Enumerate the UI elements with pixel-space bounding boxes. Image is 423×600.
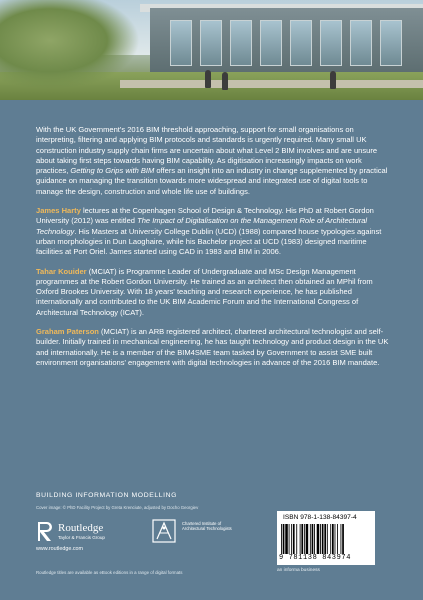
series-title: BUILDING INFORMATION MODELLING	[36, 492, 177, 499]
institute-logo	[150, 517, 270, 547]
barcode-digits: 9 781138 843974	[279, 554, 352, 562]
cover-path	[120, 80, 423, 88]
cover-credit: Cover image: © PhD Facility Project by Greta Krenciute, adjusted by Docho Georgiev	[36, 505, 199, 510]
barcode	[277, 511, 375, 565]
cover-window	[350, 20, 372, 66]
institute-name	[182, 521, 262, 532]
author-name: Tahar Kouider	[36, 266, 87, 276]
author-bio-text: lectures at the Copenhagen School of Design & Technology. His PhD at Robert Gordon University (2012) was entitled	[36, 206, 374, 226]
cover-tree	[0, 0, 140, 90]
author-name: Graham Paterson	[36, 327, 99, 337]
institute-crest-icon	[150, 517, 178, 545]
publisher-group: Taylor & Francis Group	[58, 535, 105, 540]
cover-window	[290, 20, 312, 66]
description-intro: With the UK Government's 2016 BIM threshold approaching, support for small organisations on interpreting, filtering and applying BIM protocols and standards is urgently required. Many small UK construction industry supply chain firms are uncertain about what Level 2 BIM involves and are unsure about taking first steps towards having BIM capability. As digitisation increasingly impacts on work practices,	[36, 125, 378, 176]
author-bio	[36, 267, 391, 318]
institute-name-line: Chartered Institute of	[182, 521, 222, 526]
cover-window	[170, 20, 192, 66]
author-bio	[36, 327, 391, 368]
routledge-logo-icon	[36, 520, 54, 542]
cover-photo	[0, 0, 423, 100]
author-bio	[36, 206, 391, 257]
description-end: offers an insight into an industry in change supplemented by practical guidance on managing the transition towards more widespread and integrated use of digital tools to manage the design, construction and whole life use of buildings.	[36, 166, 388, 196]
informa-tagline: an informa business	[277, 568, 320, 573]
author-name: James Harty	[36, 206, 81, 216]
cover-person	[205, 70, 211, 88]
cover-window	[200, 20, 222, 66]
barcode-bars	[281, 524, 371, 554]
back-cover-text	[36, 125, 391, 377]
author-bio-text: (MCIAT) is Programme Leader of Undergraduate and MSc Design Management programmes at the Robert Gordon University. He trained as an architect then obtained an MPhil from Oxford Brookes University. With 18 years' teaching and research experience, he has published internationally and contributed to the UK BIM Academic Forum and the International Congress of Architectural Technology (ICAT).	[36, 266, 373, 317]
cover-window	[260, 20, 282, 66]
institute-name-line: Architectural Technologists	[182, 526, 232, 532]
author-bio-text: (MCIAT) is an ARB registered architect, chartered architectural technologist and self-builder. Initially trained in mechanical engineering, he has taught technology and product design in the UK and internationally. He is a member of the BIM4SME team tasked by Government to assist SME built environment organisations' engagement with digital technologies in advance of the 2016 BIM mandate.	[36, 327, 389, 367]
isbn: ISBN 978-1-138-84397-4	[283, 514, 357, 521]
book-description	[36, 125, 391, 197]
cover-person	[330, 71, 336, 89]
description-book-title: Getting to Grips with BIM	[70, 166, 155, 176]
cover-window	[230, 20, 252, 66]
ebook-note: Routledge titles are available as eBook editions in a range of digital formats	[36, 570, 183, 575]
cover-window	[320, 20, 342, 66]
publisher-url[interactable]: www.routledge.com	[36, 546, 84, 552]
author-thesis-title: The Impact of Digitalisation on the Management Role of Architectural Technology	[36, 216, 368, 236]
publisher-name: Routledge	[58, 522, 104, 534]
author-bio-text: . His Masters at University College Dublin (UCD) (1988) compared house typologies against urban morphologies in Dun Laoghaire, while his Bachelor project at UCD (1983) designed maritime facilities at Port Oriel. James started using CAD in 1983 and BIM in 2006.	[36, 226, 382, 257]
publisher-logo	[36, 520, 126, 560]
cover-person	[222, 72, 228, 90]
cover-window	[380, 20, 402, 66]
